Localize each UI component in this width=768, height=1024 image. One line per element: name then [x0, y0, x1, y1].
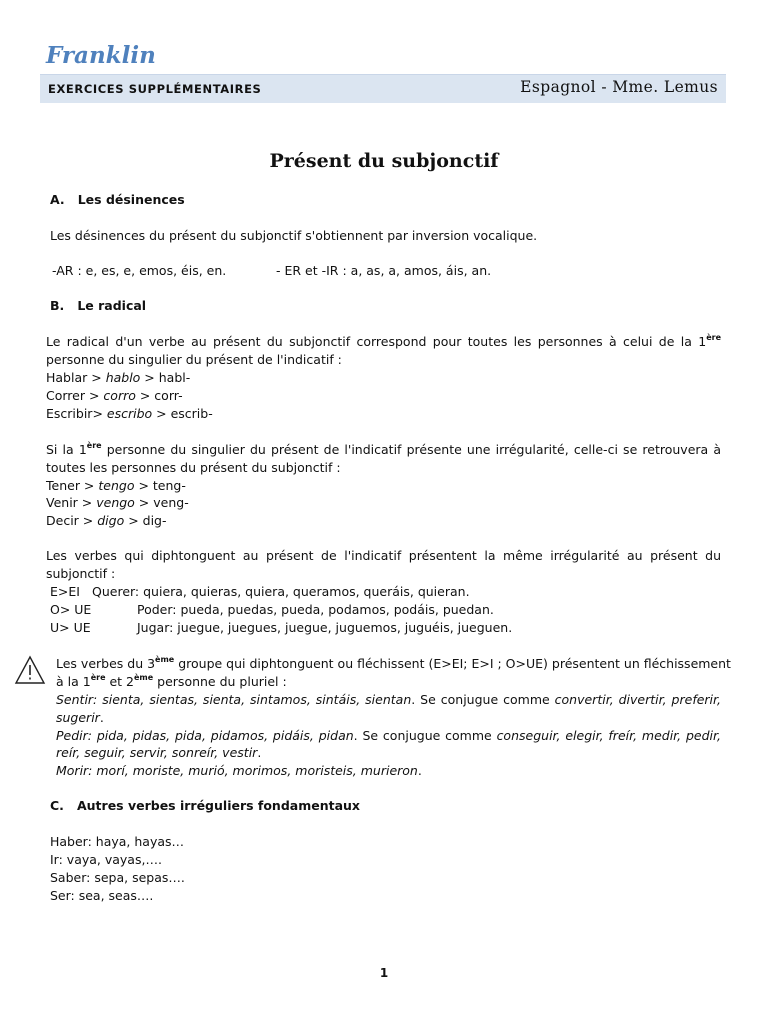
page-number: 1 [379, 966, 389, 980]
list-item: Haber: haya, hayas… [50, 834, 185, 849]
example-decir [46, 513, 167, 528]
example-form: vengo [96, 495, 135, 510]
section-c-heading: C. Autres verbes irréguliers fondamentaux [50, 798, 360, 813]
diphthong-example: Jugar: juegue, juegues, juegue, juguemos, juguéis, jueguen. [137, 620, 513, 635]
pedir-line1 [56, 728, 721, 743]
er-ir-endings [276, 263, 491, 278]
diphthong-change: U> UE [50, 620, 91, 635]
diphthong-example: Querer: quiera, quieras, quiera, queramos, queráis, quieran. [92, 584, 470, 599]
example-infinitive: Venir > [46, 495, 97, 510]
radical-paragraph-line1 [46, 334, 721, 349]
radical-text: Le radical d'un verbe au présent du subjonctif correspond pour toutes les personnes à celui de la 1 [46, 334, 707, 349]
section-a-heading: A. Les désinences [50, 192, 185, 207]
pedir-end: . [257, 745, 262, 760]
subject-label: Espagnol - Mme. Lemus [520, 78, 718, 96]
example-infinitive: Decir > [46, 513, 98, 528]
note-text: et 2 [105, 674, 134, 689]
diphthong-paragraph-line2: subjonctif : [46, 566, 116, 581]
ar-label: -AR : [52, 263, 82, 278]
example-stem: > teng- [134, 478, 186, 493]
irregular-paragraph-line2: toutes les personnes du présent du subjonctif : [46, 460, 341, 475]
note-line1 [56, 655, 731, 671]
superscript: ère [90, 673, 106, 682]
example-hablar [46, 370, 190, 385]
brand-name: Franklin [46, 42, 156, 69]
irregular-text-end: personne du singulier du présent de l'indicatif présente une irrégularité, celle-ci se retrouvera à [101, 442, 721, 457]
section-a-intro: Les désinences du présent du subjonctif s'obtiennent par inversion vocalique. [50, 228, 538, 243]
note-text-start: Les verbes du 3 [56, 656, 156, 671]
example-infinitive: Tener > [46, 478, 99, 493]
example-form: tengo [98, 478, 135, 493]
irregular-paragraph-line1 [46, 442, 721, 457]
diphthong-paragraph-line1: Les verbes qui diphtonguent au présent de l'indicatif présentent la même irrégularité au présent du [46, 548, 721, 563]
sentir-forms: Sentir: sienta, sientas, sienta, sintamos, sintáis, sientan [56, 692, 412, 707]
warning-icon [14, 655, 46, 685]
list-item: Saber: sepa, sepas…. [50, 870, 185, 885]
superscript: ème [155, 655, 175, 664]
sentir-end: . [99, 710, 104, 725]
ar-endings-text: e, es, e, emos, éis, en. [81, 263, 227, 278]
superscript: ère [706, 333, 721, 342]
example-stem: > veng- [134, 495, 189, 510]
radical-paragraph-line2: personne du singulier du présent de l'indicatif : [46, 352, 342, 367]
diphthong-change: O> UE [50, 602, 92, 617]
example-infinitive: Correr > [46, 388, 104, 403]
example-form: escribo [106, 406, 153, 421]
example-venir [46, 495, 189, 510]
sentir-mid: . Se conjugue comme [411, 692, 555, 707]
diphthong-change: E>EI [50, 584, 80, 599]
example-correr [46, 388, 183, 403]
example-stem: > dig- [124, 513, 167, 528]
morir-line [56, 763, 422, 778]
header-banner [40, 74, 726, 103]
list-item: Ir: vaya, vayas,…. [50, 852, 162, 867]
ar-endings [52, 263, 226, 278]
sentir-like: convertir, divertir, preferir, [554, 692, 721, 707]
pedir-line2 [56, 745, 261, 760]
note-text-end: groupe qui diphtonguent ou fléchissent (E>EI; E>I ; O>UE) présentent un fléchissement [174, 656, 731, 671]
irregular-text-start: Si la 1 [46, 442, 87, 457]
example-stem: > escrib- [152, 406, 213, 421]
superscript: ère [86, 441, 102, 450]
note-text: personne du pluriel : [153, 674, 287, 689]
sentir-line2 [56, 710, 104, 725]
section-label: EXERCICES SUPPLÉMENTAIRES [48, 82, 262, 96]
example-form: hablo [105, 370, 141, 385]
er-ir-endings-text: a, as, a, amos, áis, an. [346, 263, 492, 278]
example-form: digo [97, 513, 125, 528]
pedir-forms: Pedir: pida, pidas, pida, pidamos, pidáis, pidan [56, 728, 354, 743]
example-tener [46, 478, 186, 493]
pedir-like: reír, seguir, servir, sonreír, vestir [56, 745, 258, 760]
note-line2 [56, 674, 287, 689]
section-b-heading: B. Le radical [50, 298, 147, 313]
example-infinitive: Escribir> [46, 406, 107, 421]
morir-forms: Morir: morí, moriste, murió, morimos, moristeis, murieron [56, 763, 418, 778]
example-stem: > habl- [140, 370, 191, 385]
sentir-line1 [56, 692, 721, 707]
example-escribir [46, 406, 213, 421]
superscript: ème [134, 673, 154, 682]
diphthong-example: Poder: pueda, puedas, pueda, podamos, podáis, puedan. [137, 602, 494, 617]
sentir-like: sugerir [56, 710, 100, 725]
example-stem: > corr- [135, 388, 183, 403]
morir-end: . [417, 763, 422, 778]
pedir-mid: . Se conjugue comme [353, 728, 497, 743]
page-title: Présent du subjonctif [269, 150, 499, 172]
example-form: corro [103, 388, 136, 403]
er-ir-label: - ER et -IR : [276, 263, 347, 278]
example-infinitive: Hablar > [46, 370, 106, 385]
pedir-like: conseguir, elegir, freír, medir, pedir, [496, 728, 721, 743]
note-text: à la 1 [56, 674, 91, 689]
list-item: Ser: sea, seas…. [50, 888, 154, 903]
